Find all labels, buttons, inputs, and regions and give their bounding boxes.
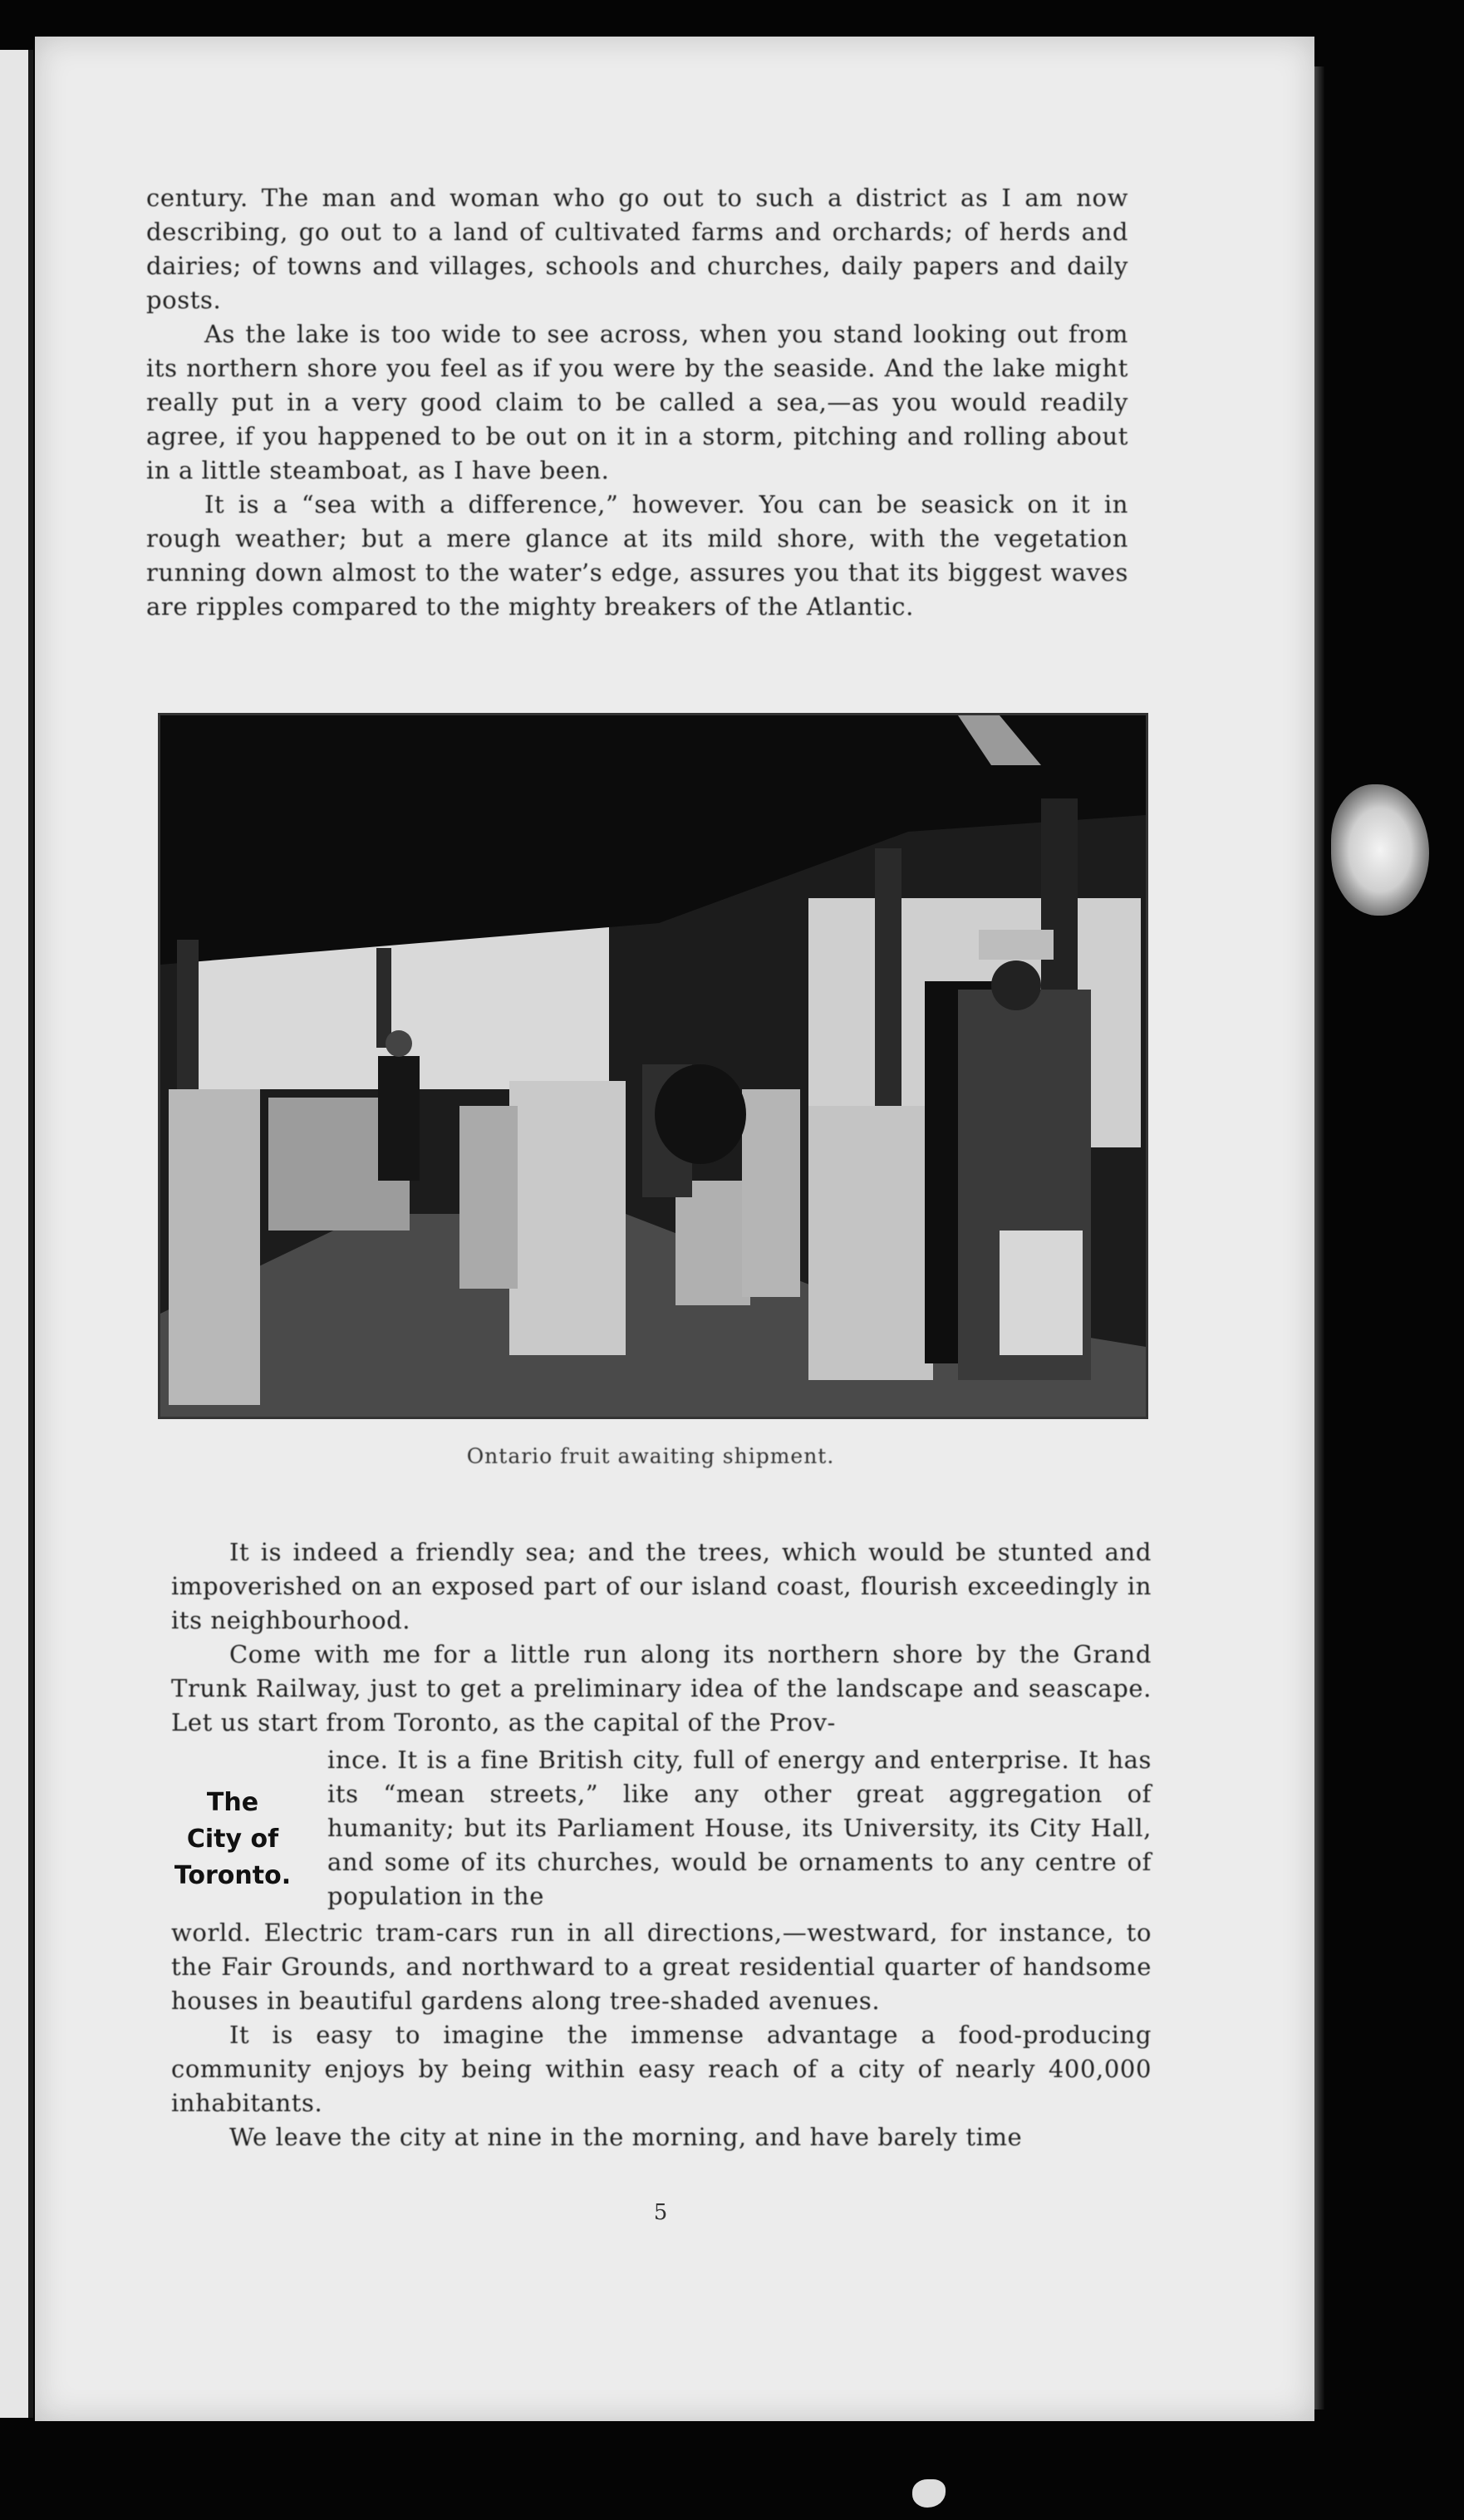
paragraph-toronto-description: ince. It is a fine British city, full of energy and enterprise. It has its “mean streets,” like any other great aggregation of humanity; but its Parliament House, its University, its City Hall, and some of its churches, would be ornaments to any centre of population in the (327, 1746, 1152, 1910)
page-shadow (1314, 66, 1324, 2409)
sidenote-line: Toronto. (174, 1861, 292, 1890)
bottom-text-block (171, 1535, 1152, 1740)
tape-blemish (1331, 784, 1429, 916)
sidenote-line: The (206, 1788, 259, 1817)
paragraph-tram-cars: world. Electric tram-cars run in all directions,—westward, for instance, to the Fair Grounds, and northward to a great residential quarter of handsome houses in beautiful gardens along tree-shaded avenues. (171, 1918, 1152, 2015)
paragraph-come-with-me: Come with me for a little run along its northern shore by the Grand Trunk Railway, just to get a preliminary idea of the landscape and seascape. Let us start from Toronto, as the capital of the Prov- (171, 1640, 1152, 1736)
paragraph-lake-width: As the lake is too wide to see across, when you stand looking out from its northern shore you feel as if you were by the seaside. And the lake might really put in a very good claim to be called a sea,—as you would readily agree, if you happened to be out on it in a storm, pitching and rolling about in a little steamboat, as I have been. (146, 320, 1128, 484)
page-number: 5 (653, 2200, 668, 2225)
fruit-shipment-photo (158, 713, 1148, 1419)
top-text-block (146, 181, 1128, 624)
wrapped-text-block (327, 1743, 1152, 1913)
paragraph-sea-difference: It is a “sea with a difference,” however. You can be seasick on it in rough weather; but a mere glance at its mild shore, with the vegetation running down almost to the water’s edge, assures you that its biggest waves are ripples compared to the mighty breakers of the Atlantic. (146, 490, 1128, 621)
paragraph-food-producing: It is easy to imagine the immense advantage a food-producing community enjoys by being within easy reach of a city of nearly 400,000 inhabitants. (171, 2021, 1152, 2117)
photo-illustration (160, 715, 1146, 1417)
film-blemish (912, 2479, 946, 2508)
sidenote-city-of-toronto (150, 1785, 316, 1894)
adjacent-page-edge (0, 50, 33, 2418)
after-wrap-text-block (171, 1916, 1152, 2154)
paragraph-century: century. The man and woman who go out to such a district as I am now describing, go out to a land of cultivated farms and orchards; of herds and dairies; of towns and villages, schools and churches, daily papers and daily posts. (146, 184, 1128, 314)
paragraph-leave-city: We leave the city at nine in the morning, and have barely time (229, 2123, 1023, 2151)
sidenote-line: City of (186, 1825, 279, 1854)
photo-caption: Ontario fruit awaiting shipment. (466, 1444, 835, 1468)
paragraph-friendly-sea: It is indeed a friendly sea; and the trees, which would be stunted and impoverished on an exposed part of our island coast, flourish exceedingly in its neighbourhood. (171, 1538, 1152, 1634)
